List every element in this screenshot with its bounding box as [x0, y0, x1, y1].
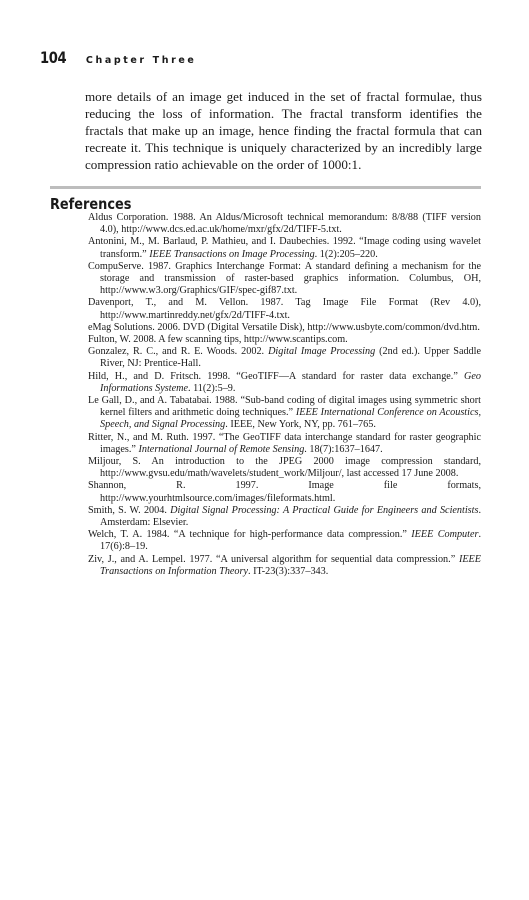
reference-entry	[88, 334, 481, 346]
reference-entry	[88, 346, 481, 370]
reference-text: Le Gall, D., and A. Tabatabai. 1988. “Sub-band coding of digital images using symmetric short kernel filters and arithmetic doing techniques.”	[88, 395, 481, 419]
reference-text: CompuServe. 1987. Graphics Interchange Format: A standard defining a mechanism for the storage and transmission of raster-based graphics information. Columbus, OH, http://www.w3.org/Graphics/GIF/spec-gif87.txt.	[88, 260, 481, 297]
reference-text: eMag Solutions. 2006. DVD (Digital Versatile Disk), http://www.usbyte.com/common/dvd.htm.	[88, 321, 480, 333]
reference-text: Miljour, S. An introduction to the JPEG 2000 image compression standard, http://www.gvsu.edu/math/wavelets/student_work/Miljour/, last accessed 17 June 2008.	[88, 456, 481, 480]
reference-entry	[88, 395, 481, 432]
reference-text: (2nd ed.). Upper Saddle River, NJ: Prentice-Hall.	[100, 346, 481, 370]
reference-entry	[88, 261, 481, 298]
reference-text: Aldus Corporation. 1988. An Aldus/Microsoft technical memorandum: 8/8/88 (TIFF version 4.0), http://www.dcs.ed.ac.uk/home/mxr/gfx/2d/TIFF-5.txt.	[88, 212, 481, 236]
reference-text: Ritter, N., and M. Ruth. 1997. “The GeoTIFF data interchange standard for raster geographic images.”	[88, 431, 481, 455]
reference-text: Fulton, W. 2008. A few scanning tips, http://www.scantips.com.	[88, 334, 348, 346]
reference-entry	[88, 505, 481, 529]
reference-title-italic: IEEE Transactions on Information Theory	[100, 553, 481, 577]
reference-entry	[88, 236, 481, 260]
reference-text: Welch, T. A. 1984. “A technique for high-performance data compression.”	[88, 529, 412, 541]
reference-entry	[88, 432, 481, 456]
reference-text: . IT-23(3):337–343.	[248, 565, 329, 577]
reference-text: . Amsterdam: Elsevier.	[100, 504, 481, 529]
reference-title-italic: IEEE Computer	[411, 529, 479, 541]
running-head	[40, 48, 196, 67]
body-paragraph: more details of an image get induced in the set of fractal formulae, thus reducing the loss of information. The fractal transform identifies the fractals that make up an image, hence finding the fractal formula that can recreate it. This technique is uniquely characterized by an incredibly large compression ratio achievable on the order of 1000:1.	[85, 89, 482, 172]
page-number: 104	[40, 48, 67, 67]
reference-text: Antonini, M., M. Barlaud, P. Mathieu, and I. Daubechies. 1992. “Image coding using wavelet transform.”	[88, 236, 481, 260]
reference-text: Shannon, R. 1997. Image file formats, http://www.yourhtmlsource.com/images/fileformats.html.	[88, 480, 481, 504]
references-heading: References	[50, 195, 132, 213]
reference-entry	[88, 212, 481, 236]
reference-text: Gonzalez, R. C., and R. E. Woods. 2002.	[88, 346, 269, 358]
section-divider	[50, 186, 481, 189]
reference-text: Davenport, T., and M. Vellon. 1987. Tag Image File Format (Rev 4.0), http://www.martinreddy.net/gfx/2d/TIFF-4.txt.	[88, 297, 481, 321]
reference-entry	[88, 480, 481, 504]
reference-entry	[88, 456, 481, 480]
reference-title-italic: Digital Signal Processing: A Practical Guide for Engineers and Scientists	[170, 504, 479, 516]
reference-text: . 11(2):5–9.	[188, 382, 236, 394]
reference-title-italic: International Journal of Remote Sensing	[138, 443, 305, 455]
reference-title-italic: Geo Informations Systeme	[100, 370, 481, 394]
reference-title-italic: Digital Image Processing	[268, 346, 376, 358]
reference-text: . IEEE, New York, NY, pp. 761–765.	[225, 419, 376, 431]
reference-title-italic: IEEE Transactions on Image Processing	[149, 248, 315, 260]
reference-title-italic: IEEE International Conference on Acoustics, Speech, and Signal Processing	[100, 407, 482, 431]
reference-text: . 17(6):8–19.	[100, 529, 481, 553]
reference-entry	[88, 529, 481, 553]
reference-text: Hild, H., and D. Fritsch. 1998. “GeoTIFF—A standard for raster data exchange.”	[88, 370, 465, 382]
reference-text: . 1(2):205–220.	[314, 248, 378, 260]
reference-entry	[88, 322, 481, 334]
chapter-title: Chapter Three	[85, 55, 197, 66]
reference-list	[88, 212, 481, 578]
reference-text: Smith, S. W. 2004.	[88, 504, 171, 516]
reference-entry	[88, 371, 481, 395]
reference-entry	[88, 297, 481, 321]
reference-text: Ziv, J., and A. Lempel. 1977. “A universal algorithm for sequential data compression.”	[88, 553, 459, 565]
reference-text: . 18(7):1637–1647.	[304, 443, 383, 455]
reference-entry	[88, 554, 481, 578]
